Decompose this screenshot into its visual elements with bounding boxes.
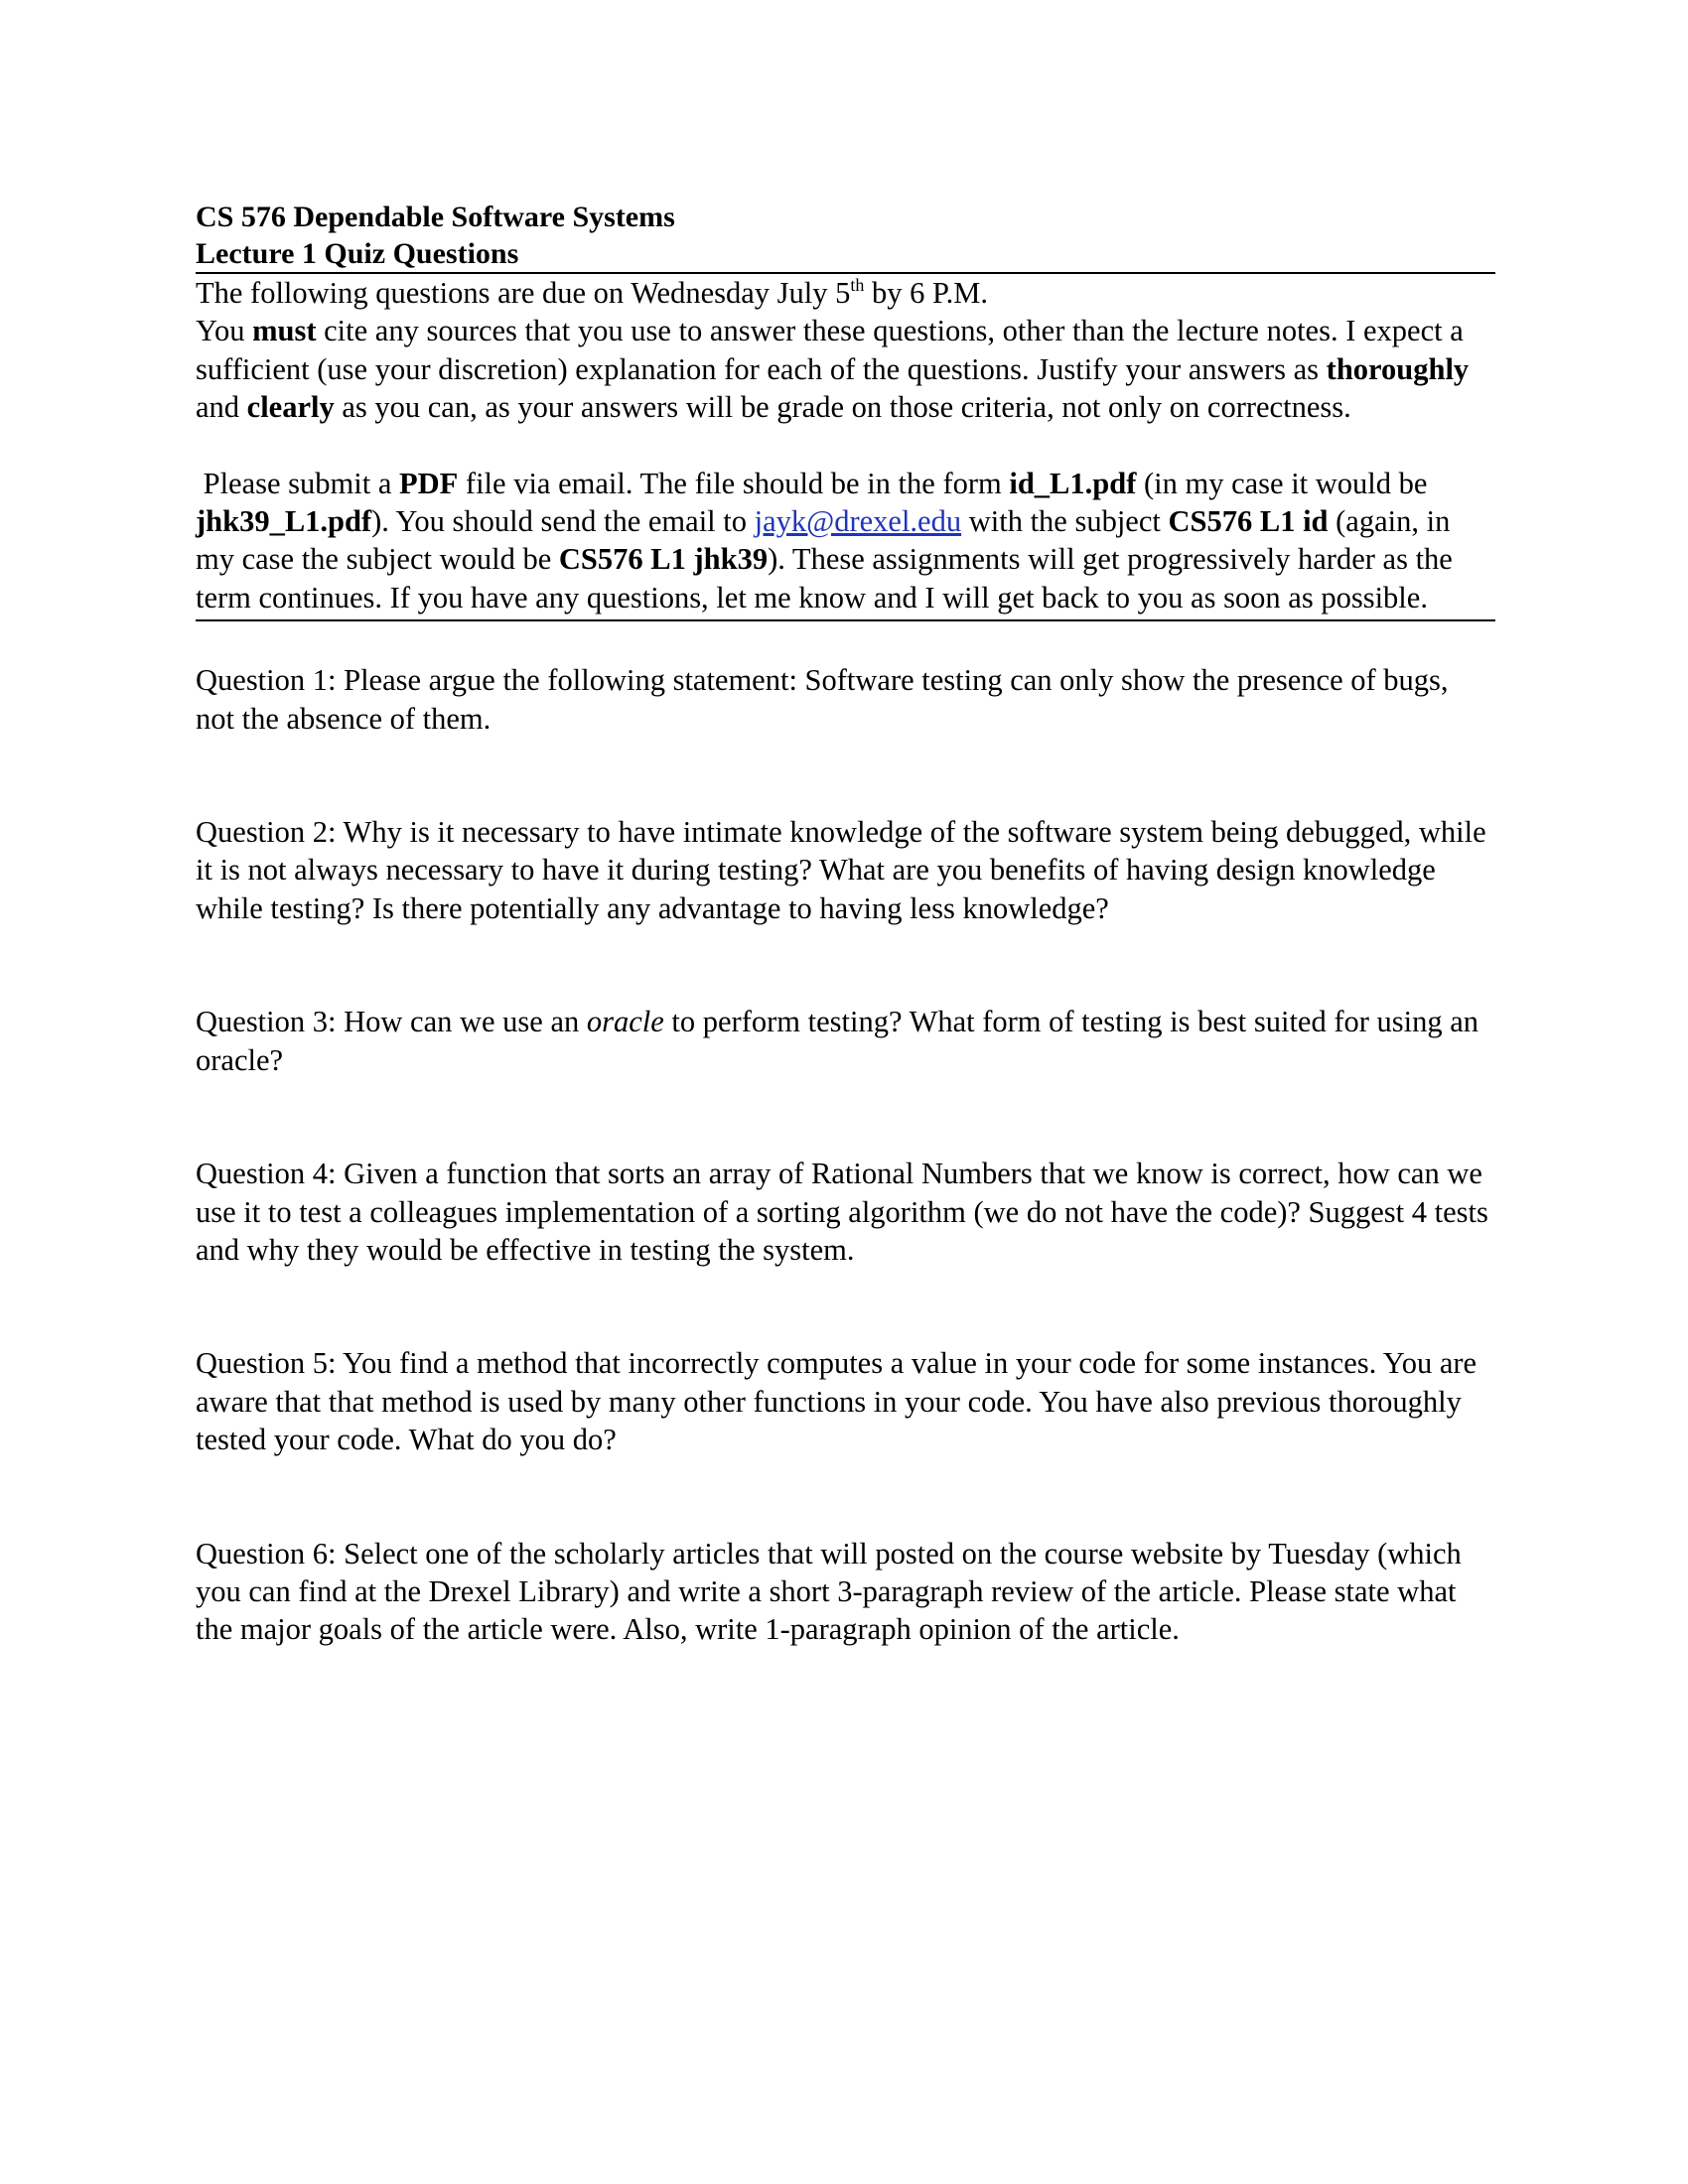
question-3: [196, 1003, 1490, 1079]
emphasis-thoroughly: thoroughly: [1326, 351, 1470, 386]
question-6: Question 6: Select one of the scholarly articles that will posted on the course website by Tuesday (which you can find at the Drexel Library) and write a short 3-paragraph review of the article. Please state what the major goals of the article were. Also, write 1-paragraph opinion of the article.: [196, 1536, 1462, 1647]
due-date-line: [196, 274, 1490, 312]
text-span: file via email. The file should be in the form: [458, 466, 1010, 500]
emphasis-clearly: clearly: [246, 390, 335, 425]
due-text: The following questions are due on Wednesday July 5: [196, 276, 851, 310]
filename-format: id_L1.pdf: [1009, 466, 1137, 500]
subject-example: CS576 L1 jhk39: [558, 542, 769, 577]
text-span: (again, in my case the subject would be: [196, 504, 1458, 577]
subject-format: CS576 L1 id: [1168, 504, 1329, 539]
course-title: CS 576 Dependable Software Systems: [196, 201, 675, 233]
emphasis-must: must: [252, 314, 317, 348]
text-span: ). You should send the email to: [371, 504, 755, 539]
email-link[interactable]: jayk@drexel.edu: [754, 504, 962, 539]
citation-paragraph: [196, 312, 1490, 426]
paragraph-gap: [196, 427, 1490, 465]
due-ordinal: th: [850, 275, 865, 295]
text-span: Question 3: How can we use an: [196, 1005, 587, 1039]
text-span: as you can, as your answers will be grade on those criteria, not only on correctness.: [334, 390, 1351, 425]
emphasis-oracle: oracle: [586, 1005, 664, 1039]
text-span: and: [196, 390, 247, 425]
text-span: with the subject: [961, 504, 1169, 539]
question-4: Question 4: Given a function that sorts an array of Rational Numbers that we know is correct, how can we use it to test a colleagues implementation of a sorting algorithm (we do not have the code)? Suggest 4 tests and why they would be effective in testing the system.: [196, 1157, 1488, 1267]
text-span: to perform testing? What form of testing is best suited for using an oracle?: [196, 1005, 1479, 1077]
question-gap: [196, 1269, 1490, 1344]
question-gap: [196, 1079, 1490, 1155]
text-span: ). These assignments will get progressively harder as the term continues. If you have any questions, let me know and I will get back to you as soon as possible.: [196, 542, 1461, 614]
bottom-divider: [196, 619, 1495, 621]
emphasis-pdf: PDF: [399, 466, 459, 500]
question-2: Question 2: Why is it necessary to have intimate knowledge of the software system being debugged, while it is not always necessary to have it during testing? What are you benefits of having design knowledge while testing? Is there potentially any advantage to having less knowledge?: [196, 815, 1486, 925]
question-gap: [196, 1459, 1490, 1535]
question-gap: [196, 927, 1490, 1003]
text-span: cite any sources that you use to answer these questions, other than the lecture notes. I expect a sufficient (use your discretion) explanation for each of the questions. Justify your answers as: [196, 314, 1464, 386]
question-gap: [196, 738, 1490, 813]
question-1: Question 1: Please argue the following statement: Software testing can only show the presence of bugs, not the absence of them.: [196, 663, 1449, 736]
instructions-block: [196, 274, 1490, 616]
text-span: You: [196, 314, 253, 348]
text-span: (in my case it would be: [1136, 466, 1436, 500]
questions-list: [196, 661, 1490, 1649]
filename-example: jhk39_L1.pdf: [196, 504, 372, 539]
question-5: Question 5: You find a method that incorrectly computes a value in your code for some instances. You are aware that that method is used by many other functions in your code. You have also previous thoroughly tested your code. What do you do?: [196, 1346, 1477, 1457]
due-time: by 6 P.M.: [864, 276, 988, 310]
document-page: [196, 199, 1490, 1649]
page-subtitle: Lecture 1 Quiz Questions: [196, 237, 519, 270]
text-span: Please submit a: [196, 466, 399, 500]
submission-paragraph: [196, 465, 1490, 617]
